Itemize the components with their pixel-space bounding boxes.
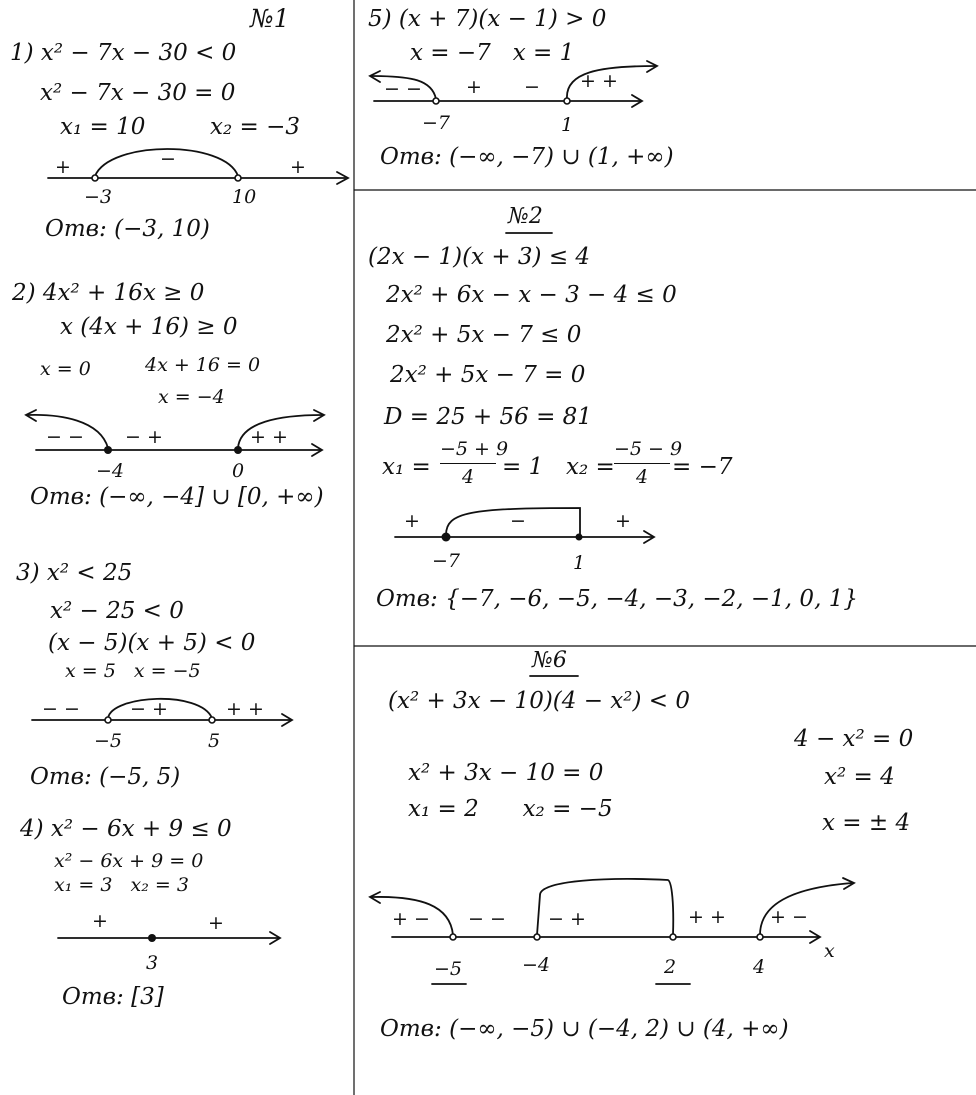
p1-sign-right: + [290,156,306,178]
n6-sign-3: − + [548,908,586,930]
p2-factored: x (4x + 16) ≥ 0 [60,314,238,340]
n2-root1-label: x₁ = [382,454,431,480]
p4-equation: x² − 6x + 9 = 0 [54,850,204,872]
p2-root-1: x = 0 [40,358,91,380]
p3-sign-right: + + [226,698,264,720]
p1-tick-2: 10 [232,186,257,208]
p3-answer: Отв: (−5, 5) [30,764,181,790]
n2-line-1: 2x² + 6x − x − 3 − 4 ≤ 0 [386,282,677,308]
p3-equation: x² − 25 < 0 [50,598,184,624]
n2-root1-numerator: −5 + 9 [440,438,509,460]
task-number-6: №6 [532,648,567,673]
n6-axis-label: x [824,940,835,962]
p4-roots: x₁ = 3 x₂ = 3 [54,874,189,896]
n6-equation-1: x² + 3x − 10 = 0 [408,760,604,786]
n2-tick-1: −7 [432,550,461,572]
n2-line-3: 2x² + 5x − 7 = 0 [390,362,586,388]
n2-root2-result: = −7 [672,454,733,480]
n6-tick-3: 2 [664,956,677,978]
p2-sign-right: + + [250,426,288,448]
p5-sign-mid2: − [524,76,540,98]
n2-root1-fraction-bar [440,463,496,464]
n6-sign-5: + − [770,906,808,928]
task-number-1: №1 [250,4,290,33]
n2-line-2: 2x² + 5x − 7 ≤ 0 [386,322,582,348]
p1-sign-left: + [55,156,71,178]
n2-sign-mid: − [510,510,526,532]
n6-roots-1: x₁ = 2 x₂ = −5 [408,796,613,822]
p1-root-2: x₂ = −3 [210,114,300,140]
n6-tick-2: −4 [522,954,551,976]
n2-root1-result: = 1 [502,454,544,480]
n2-answer: Отв: {−7, −6, −5, −4, −3, −2, −1, 0, 1} [376,586,858,612]
p1-equation: x² − 7x − 30 = 0 [40,80,236,106]
p5-tick-2: 1 [561,114,574,136]
p4-tick-1: 3 [146,952,159,974]
p2-linear-eq: 4x + 16 = 0 [145,354,261,376]
n2-sign-left: + [404,510,420,532]
p5-roots: x = −7 x = 1 [410,40,575,66]
p1-tick-1: −3 [84,186,113,208]
p4-sign-right: + [208,912,224,934]
p2-inequality: 2) 4x² + 16x ≥ 0 [12,280,205,306]
n6-equation-2: 4 − x² = 0 [794,726,914,752]
p3-tick-2: 5 [208,730,221,752]
p3-tick-1: −5 [94,730,123,752]
n6-equation-2b: x² = 4 [824,764,895,790]
p5-sign-mid1: + [466,76,482,98]
p2-answer: Отв: (−∞, −4] ∪ [0, +∞) [30,484,324,510]
n2-inequality: (2x − 1)(x + 3) ≤ 4 [368,244,591,270]
p3-roots: x = 5 x = −5 [65,660,201,682]
n6-roots-2: x = ± 4 [822,810,911,836]
n2-root2-numerator: −5 − 9 [614,438,683,460]
p2-tick-1: −4 [96,460,125,482]
task-number-2: №2 [508,204,543,229]
p2-sign-mid: − + [125,426,163,448]
p2-tick-2: 0 [232,460,245,482]
p1-root-1: x₁ = 10 [60,114,146,140]
p1-sign-mid: − [160,148,176,170]
p2-root-2: x = −4 [158,386,225,408]
n2-root2-fraction-bar [614,463,670,464]
n6-answer: Отв: (−∞, −5) ∪ (−4, 2) ∪ (4, +∞) [380,1016,789,1042]
n2-sign-right: + [615,510,631,532]
n2-tick-2: 1 [573,552,586,574]
n6-tick-1: −5 [434,958,463,980]
p3-sign-mid: − + [130,698,168,720]
p4-sign-left: + [92,910,108,932]
n2-root1-denominator: 4 [462,466,475,488]
n6-sign-2: − − [468,908,506,930]
n6-inequality: (x² + 3x − 10)(4 − x²) < 0 [388,688,690,714]
p3-inequality: 3) x² < 25 [16,560,133,586]
p5-sign-left: − − [384,78,422,100]
n2-root2-denominator: 4 [636,466,649,488]
p1-inequality: 1) x² − 7x − 30 < 0 [10,40,237,66]
p1-answer: Отв: (−3, 10) [45,216,210,242]
n2-root2-label: x₂ = [566,454,615,480]
p4-answer: Отв: [3] [62,984,164,1010]
n2-discriminant: D = 25 + 56 = 81 [384,404,592,430]
n6-tick-4: 4 [753,956,766,978]
p3-sign-left: − − [42,698,80,720]
p5-sign-right: + + [580,70,618,92]
p2-sign-left: − − [46,426,84,448]
n6-sign-1: + − [392,908,430,930]
n6-sign-4: + + [688,906,726,928]
p4-number-line [58,932,280,944]
p5-answer: Отв: (−∞, −7) ∪ (1, +∞) [380,144,674,170]
p5-tick-1: −7 [422,112,451,134]
p5-inequality: 5) (x + 7)(x − 1) > 0 [368,6,607,32]
p3-factored: (x − 5)(x + 5) < 0 [48,630,256,656]
p4-inequality: 4) x² − 6x + 9 ≤ 0 [20,816,232,842]
